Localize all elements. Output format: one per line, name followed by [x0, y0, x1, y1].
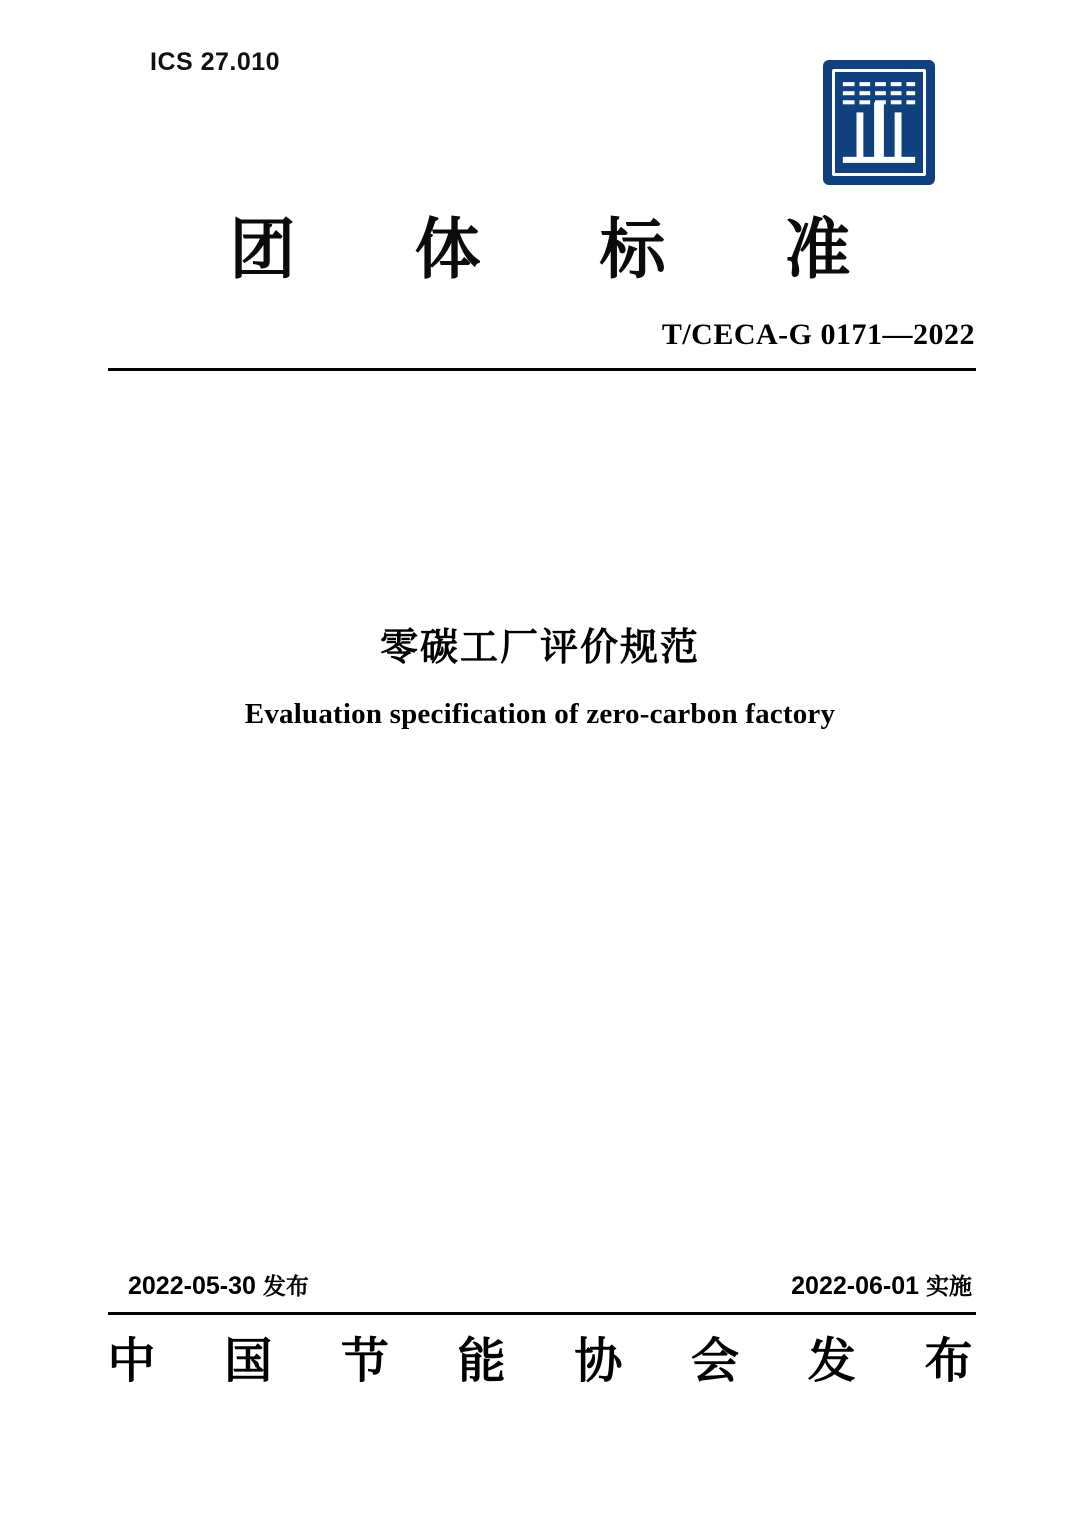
- header-divider: [108, 368, 976, 371]
- issue-date-value: 2022-05-30: [128, 1272, 256, 1300]
- issue-date-label: 发布: [262, 1274, 309, 1300]
- ics-code: ICS 27.010: [150, 48, 281, 76]
- effective-date: [791, 1268, 972, 1301]
- issue-date: [128, 1268, 309, 1301]
- effective-date-label: 实施: [926, 1274, 972, 1300]
- logo-mark-icon: [835, 72, 923, 173]
- standard-number: T/CECA-G 0171—2022: [661, 318, 975, 351]
- association-logo: [823, 60, 935, 185]
- effective-date-value: 2022-06-01: [791, 1272, 920, 1300]
- logo-inner-frame: [832, 69, 926, 176]
- footer-divider: [108, 1312, 976, 1315]
- document-title-chinese: 零碳工厂评价规范: [379, 625, 700, 669]
- document-title-english: Evaluation specification of zero-carbon factory: [244, 698, 836, 730]
- publisher-name: 中 国 节 能 协 会 发 布: [107, 1333, 999, 1389]
- standard-type-title: 团 体 标 准: [229, 211, 899, 288]
